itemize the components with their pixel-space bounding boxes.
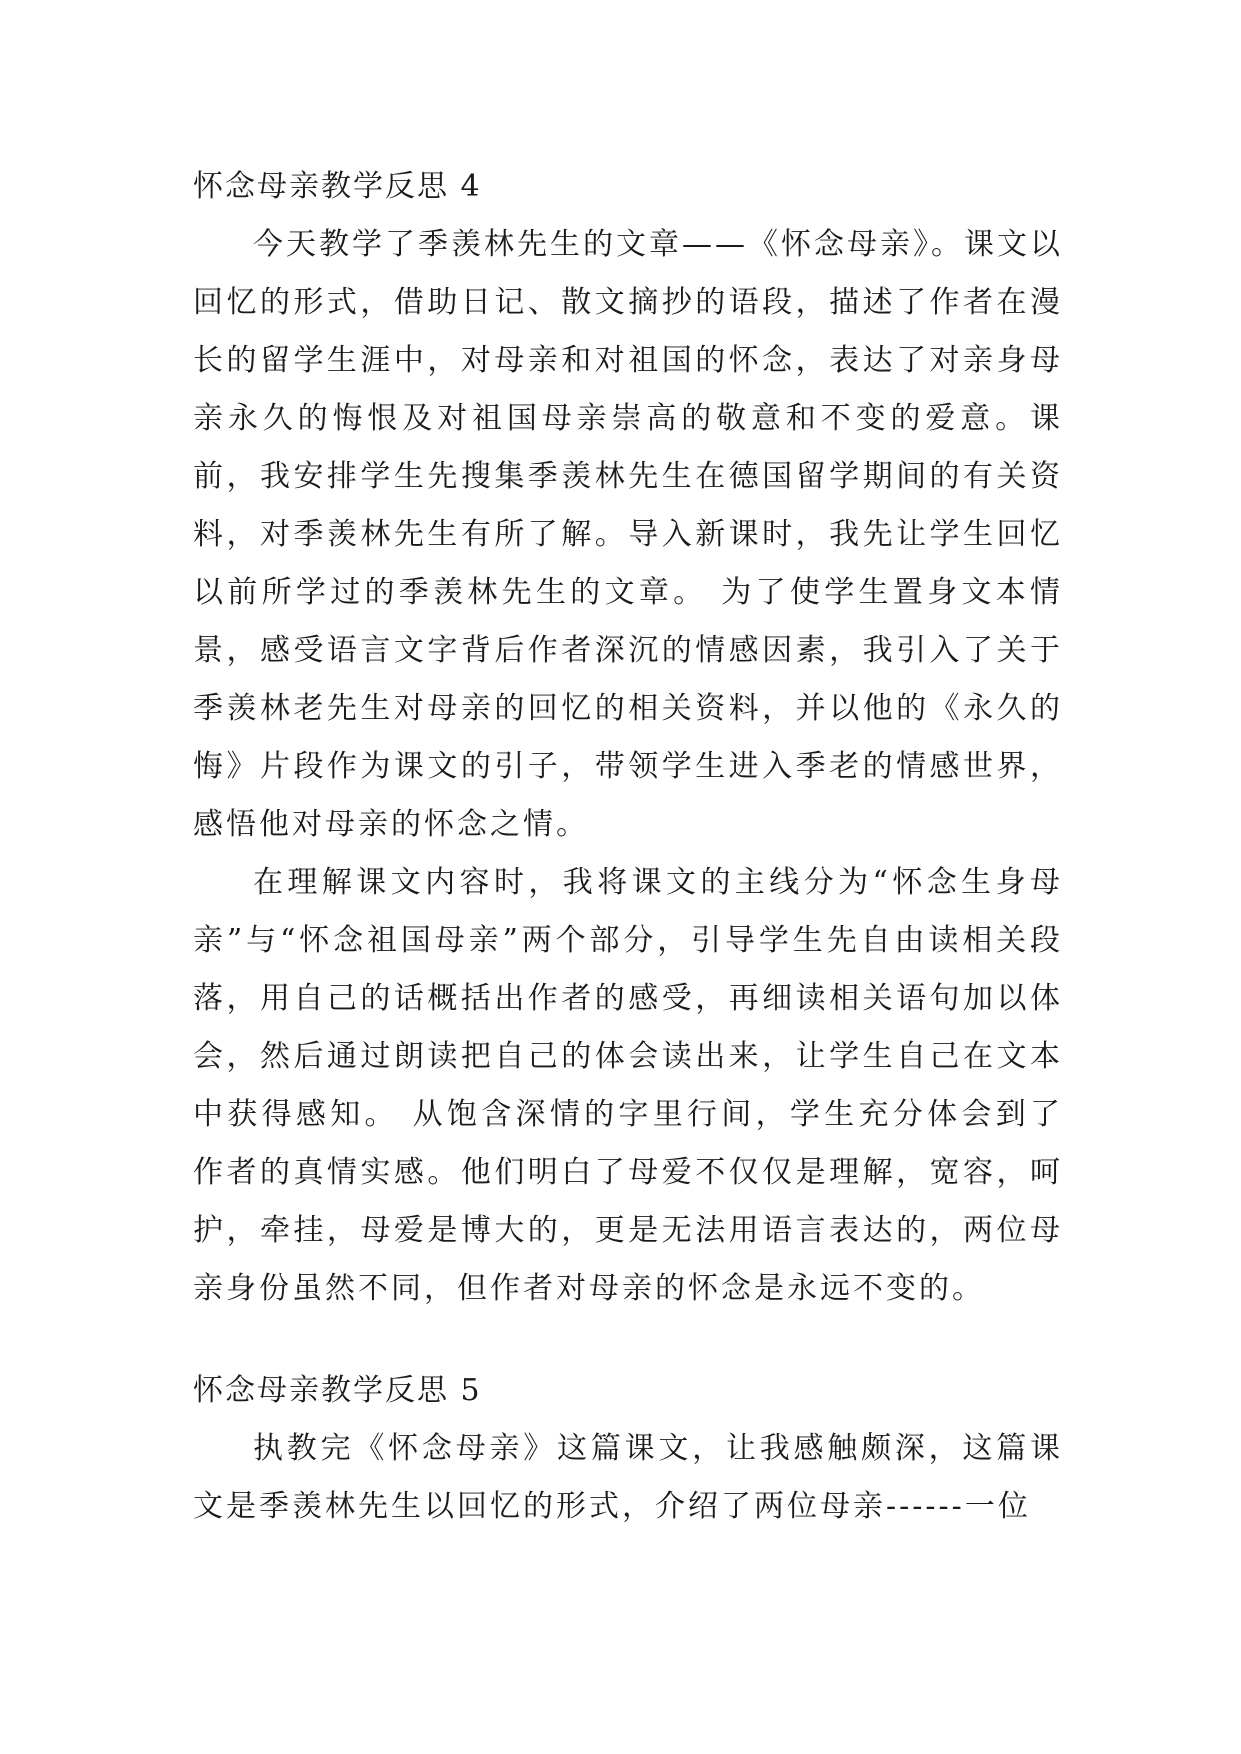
section-title-5: 怀念母亲教学反思 5 (193, 1373, 482, 1408)
document-body (193, 158, 1063, 1536)
section-4-paragraph-1: 今天教学了季羡林先生的文章——《怀念母亲》。课文以回忆的形式，借助日记、散文摘抄的语段，描述了作者在漫长的留学生涯中，对母亲和对祖国的怀念，表达了对亲身母亲永久的悔恨及对祖国母亲崇高的敬意和不变的爱意。课前，我安排学生先搜集季羡林先生在德国留学期间的有关资料，对季羡林先生有所了解。导入新课时，我先让学生回忆以前所学过的季羡林先生的文章。 为了使学生置身文本情景，感受语言文字背后作者深沉的情感因素，我引入了关于季羡林老先生对母亲的回忆的相关资料，并以他的《永久的悔》片段作为课文的引子，带领学生进入季老的情感世界，感悟他对母亲的怀念之情。 (193, 227, 1063, 842)
section-5-paragraph-1: 执教完《怀念母亲》这篇课文，让我感触颇深，这篇课文是季羡林先生以回忆的形式，介绍了两位母亲------一位 (193, 1431, 1063, 1524)
section-spacer (193, 1318, 1063, 1362)
section-title-4: 怀念母亲教学反思 4 (193, 169, 482, 204)
section-4-paragraph-2: 在理解课文内容时，我将课文的主线分为“怀念生身母亲”与“怀念祖国母亲”两个部分，引导学生先自由读相关段落，用自己的话概括出作者的感受，再细读相关语句加以体会，然后通过朗读把自己的体会读出来，让学生自己在文本中获得感知。 从饱含深情的字里行间，学生充分体会到了作者的真情实感。他们明白了母爱不仅仅是理解，宽容，呵护，牵挂，母爱是博大的，更是无法用语言表达的，两位母亲身份虽然不同，但作者对母亲的怀念是永远不变的。 (193, 865, 1063, 1306)
